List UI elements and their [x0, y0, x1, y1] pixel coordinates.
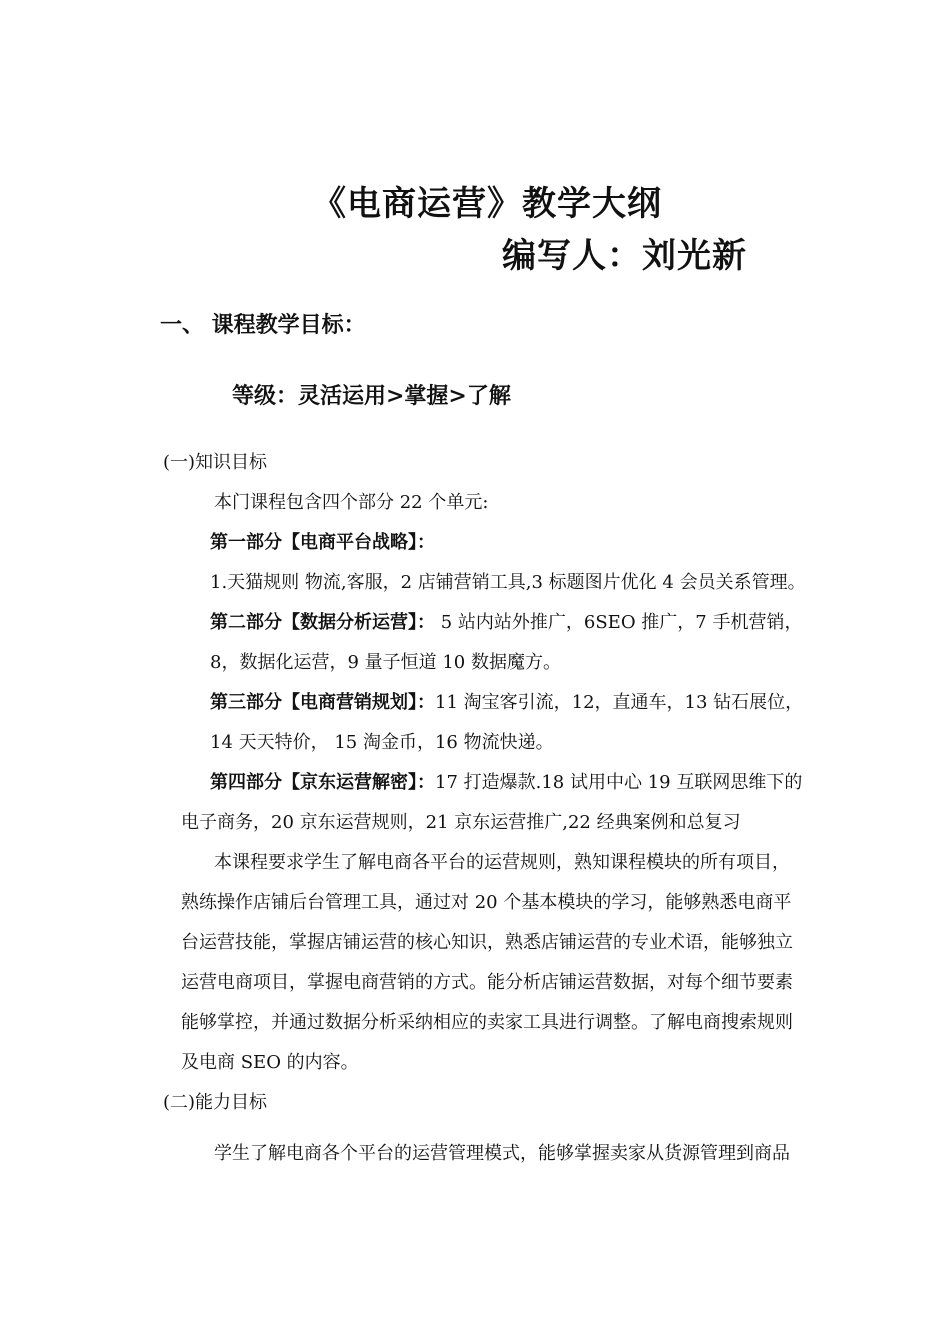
author-line: 编写人：刘光新	[502, 236, 747, 276]
part3-label: 第三部分【电商营销规划】：	[210, 692, 435, 713]
part2-label: 第二部分【数据分析运营】：	[210, 612, 435, 633]
part1-label: 第一部分【电商平台战略】：	[210, 532, 435, 553]
part1-line	[210, 523, 435, 563]
part3-line	[210, 683, 803, 723]
level-line: 等级：灵活运用>掌握>了解	[232, 383, 511, 409]
part4-label: 第四部分【京东运营解密】：	[210, 772, 435, 793]
part2-content: 5 站内站外推广，6SEO 推广，7 手机营销，	[435, 612, 803, 633]
part4-line	[210, 763, 802, 803]
requirement-line-4: 运营电商项目，掌握电商营销的方式。能分析店铺运营数据，对每个细节要素	[181, 972, 793, 993]
document-title: 《电商运营》教学大纲	[312, 184, 662, 224]
course-intro: 本门课程包含四个部分 22 个单元:	[214, 492, 489, 513]
ability-goals-text: 学生了解电商各个平台的运营管理模式，能够掌握卖家从货源管理到商品	[214, 1143, 790, 1164]
requirement-line-5: 能够掌控，并通过数据分析采纳相应的卖家工具进行调整。了解电商搜索规则	[181, 1012, 793, 1033]
requirement-line-3: 台运营技能，掌握店铺运营的核心知识，熟悉店铺运营的专业术语，能够独立	[181, 932, 793, 953]
part2-content-cont: 8，数据化运营，9 量子恒道 10 数据魔方。	[210, 652, 561, 673]
part1-content: 1.天猫规则 物流,客服，2 店铺营销工具,3 标题图片优化 4 会员关系管理。	[210, 572, 806, 593]
requirement-line-1: 本课程要求学生了解电商各平台的运营规则，熟知课程模块的所有项目，	[214, 852, 790, 873]
ability-goals-heading: (二)能力目标	[163, 1092, 268, 1113]
part3-content-cont: 14 天天特价， 15 淘金币，16 物流快递。	[210, 732, 554, 753]
part2-line	[210, 603, 802, 643]
knowledge-goals-heading: (一)知识目标	[163, 452, 268, 473]
requirement-line-6: 及电商 SEO 的内容。	[181, 1052, 359, 1073]
part3-content: 11 淘宝客引流，12，直通车，13 钻石展位，	[435, 692, 804, 713]
requirement-line-2: 熟练操作店铺后台管理工具，通过对 20 个基本模块的学习，能够熟悉电商平	[181, 892, 792, 913]
section-heading-course-goals: 一、 课程教学目标：	[160, 312, 366, 338]
part4-content-cont: 电子商务，20 京东运营规则，21 京东运营推广,22 经典案例和总复习	[181, 812, 741, 833]
part4-content: 17 打造爆款.18 试用中心 19 互联网思维下的	[435, 772, 803, 793]
